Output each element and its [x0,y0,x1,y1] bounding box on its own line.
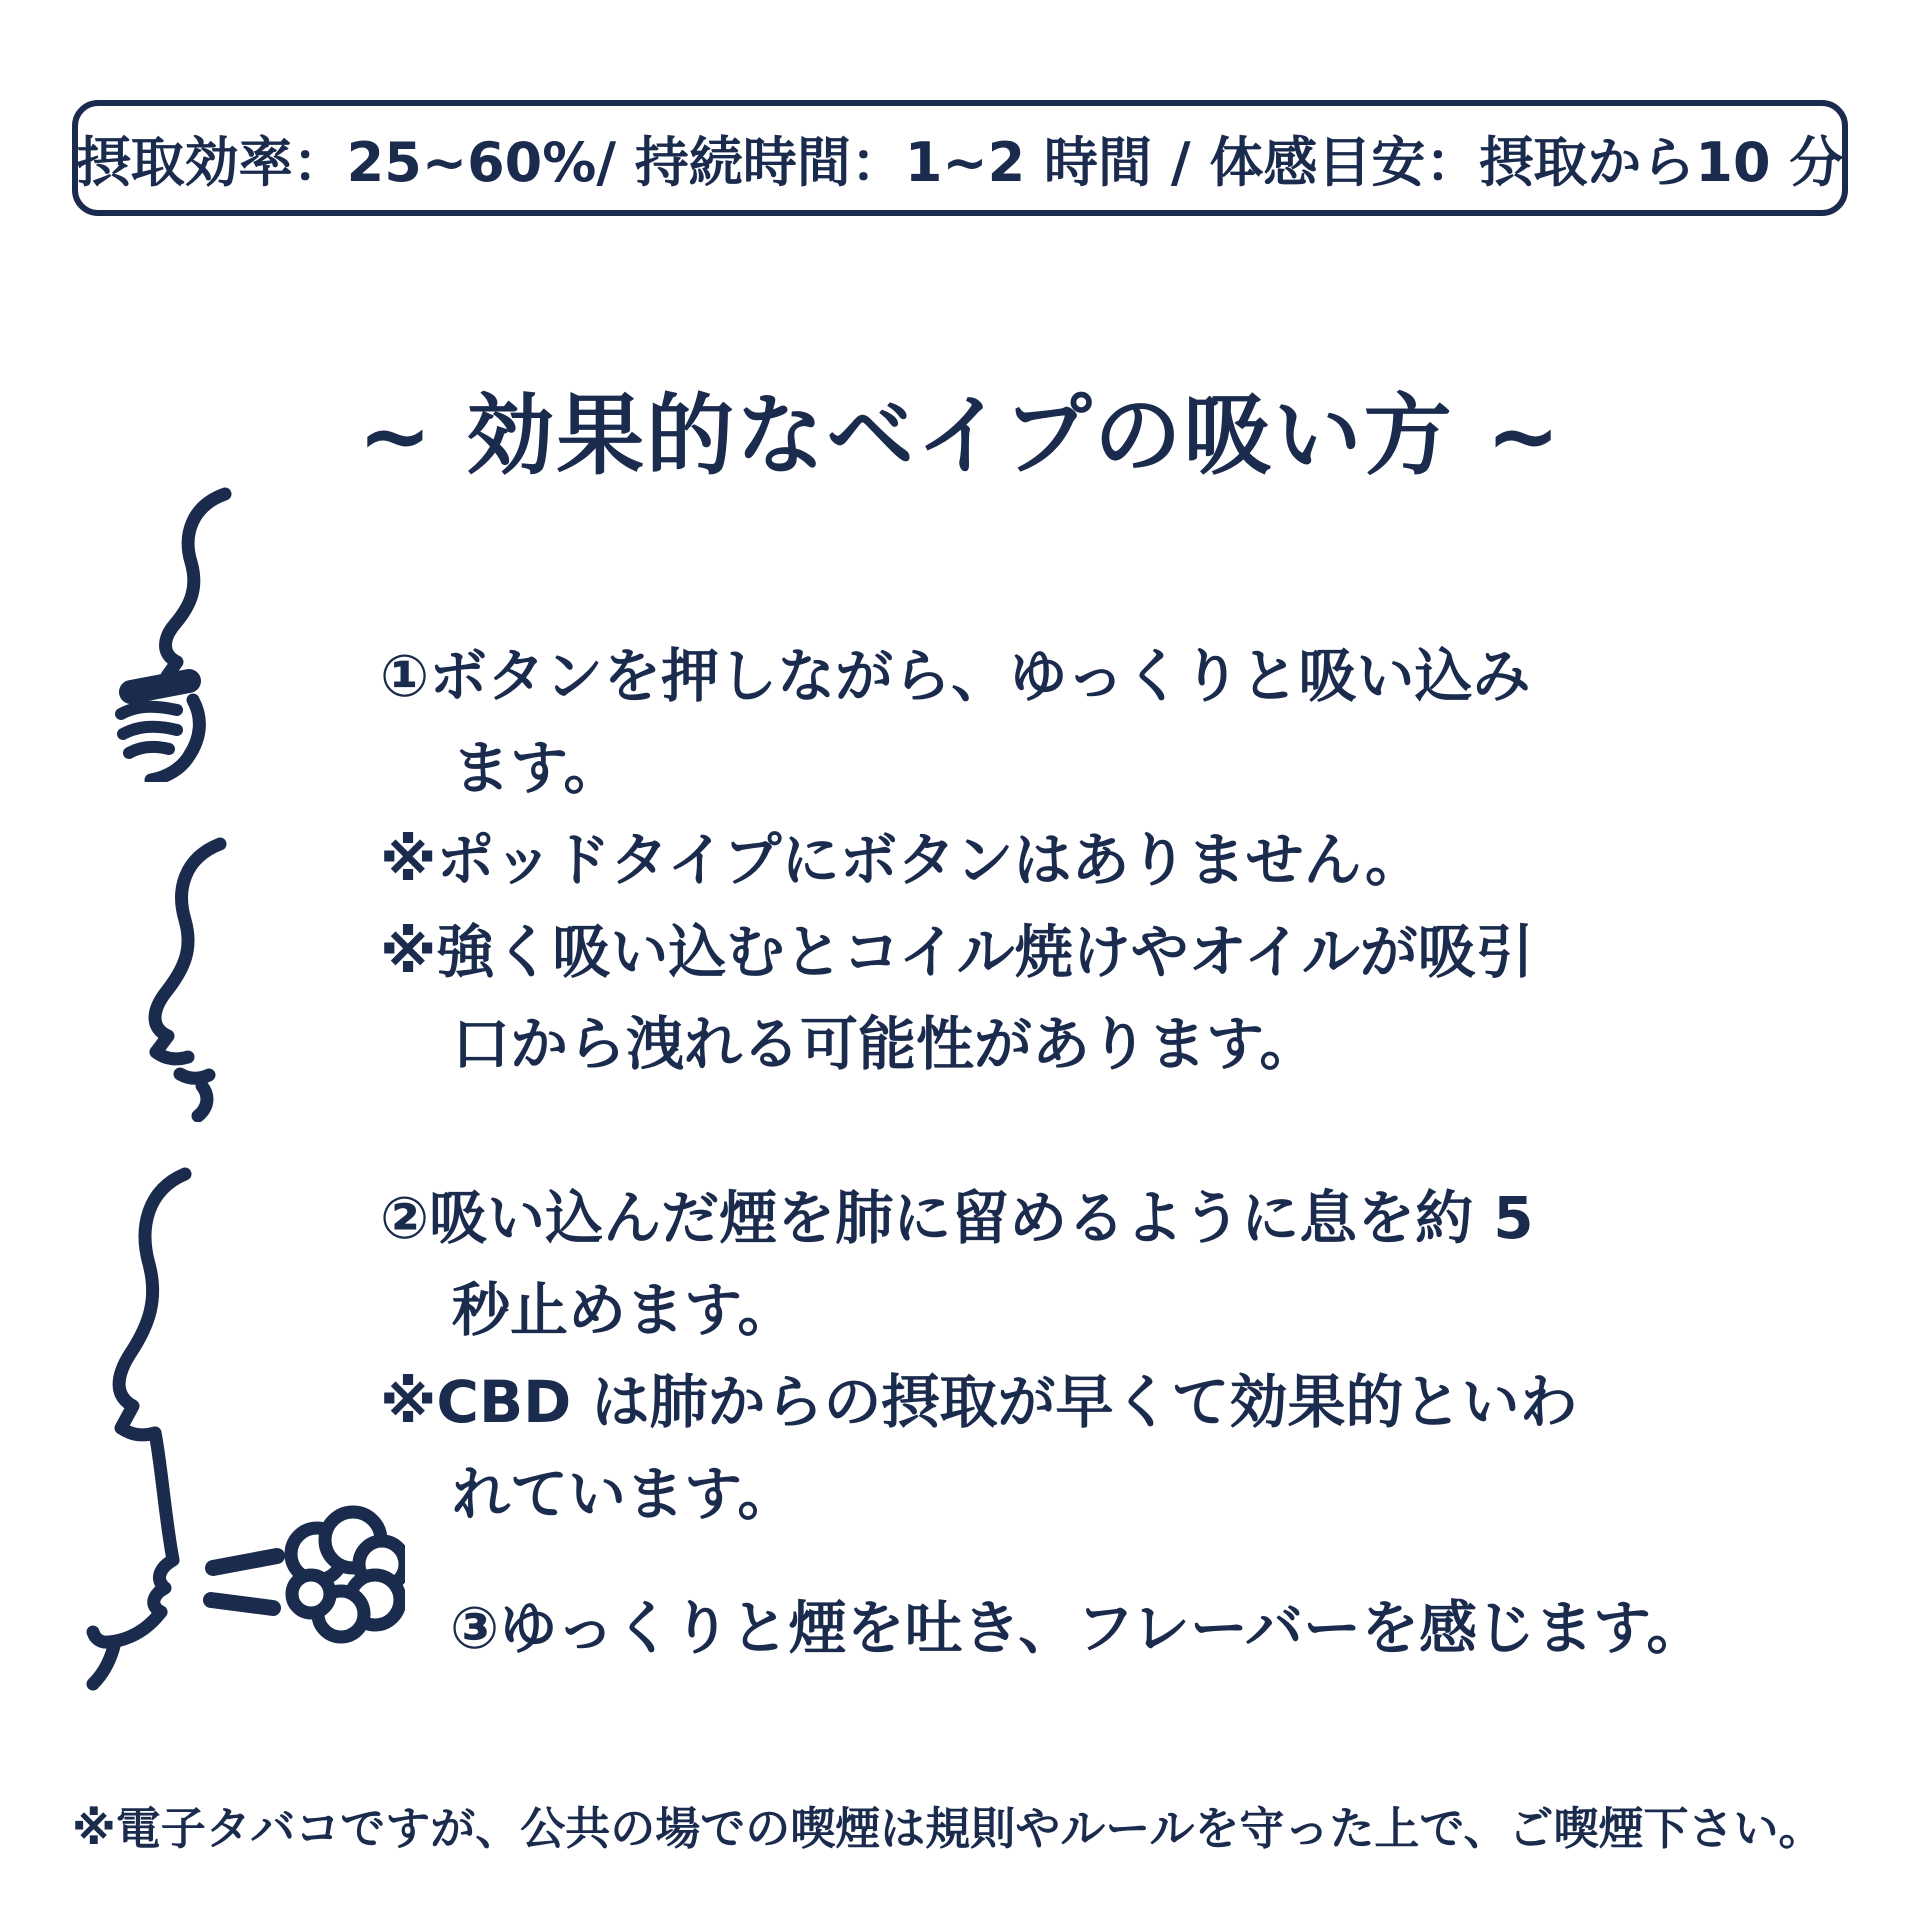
intake-info-text: 摂取効率：25~60%/ 持続時間：1~2 時間 / 体感目安：摂取から10 分 [76,130,1844,194]
step-2-line: ※CBD は肺からの摂取が早くて効果的といわ [380,1368,1578,1436]
step-2-line: れています。 [452,1460,796,1528]
step-1-line: ※強く吸い込むとコイル焼けやオイルが吸引 [380,918,1534,986]
page-title: ~ 効果的なベイプの吸い方 ~ [357,384,1563,487]
footer-note: ※電子タバコですが、公共の場での喫煙は規則やルールを守った上で、ご喫煙下さい。 [72,1802,1824,1855]
exhale-face-icon [85,1162,405,1742]
step-1-line: ます。 [452,734,622,802]
step-1-line: ※ポッドタイプにボタンはありません。 [380,826,1423,894]
step-2-line: 秒止めます。 [452,1276,796,1344]
intake-info-box [72,100,1848,216]
step-1-text [380,630,1534,1090]
step-1-line: 口から洩れる可能性があります。 [452,1010,1318,1078]
step-3-text [450,1582,1704,1674]
inhale-face-icon [95,482,305,782]
hold-breath-face-icon [108,832,268,1122]
step-1-line: ①ボタンを押しながら、ゆっくりと吸い込み [380,642,1531,710]
step-2-text [380,1172,1578,1540]
step-2-line: ②吸い込んだ煙を肺に留めるように息を約 5 [380,1184,1534,1252]
step-3-line: ③ゆっくりと煙を吐き、フレーバーを感じます。 [450,1594,1705,1662]
